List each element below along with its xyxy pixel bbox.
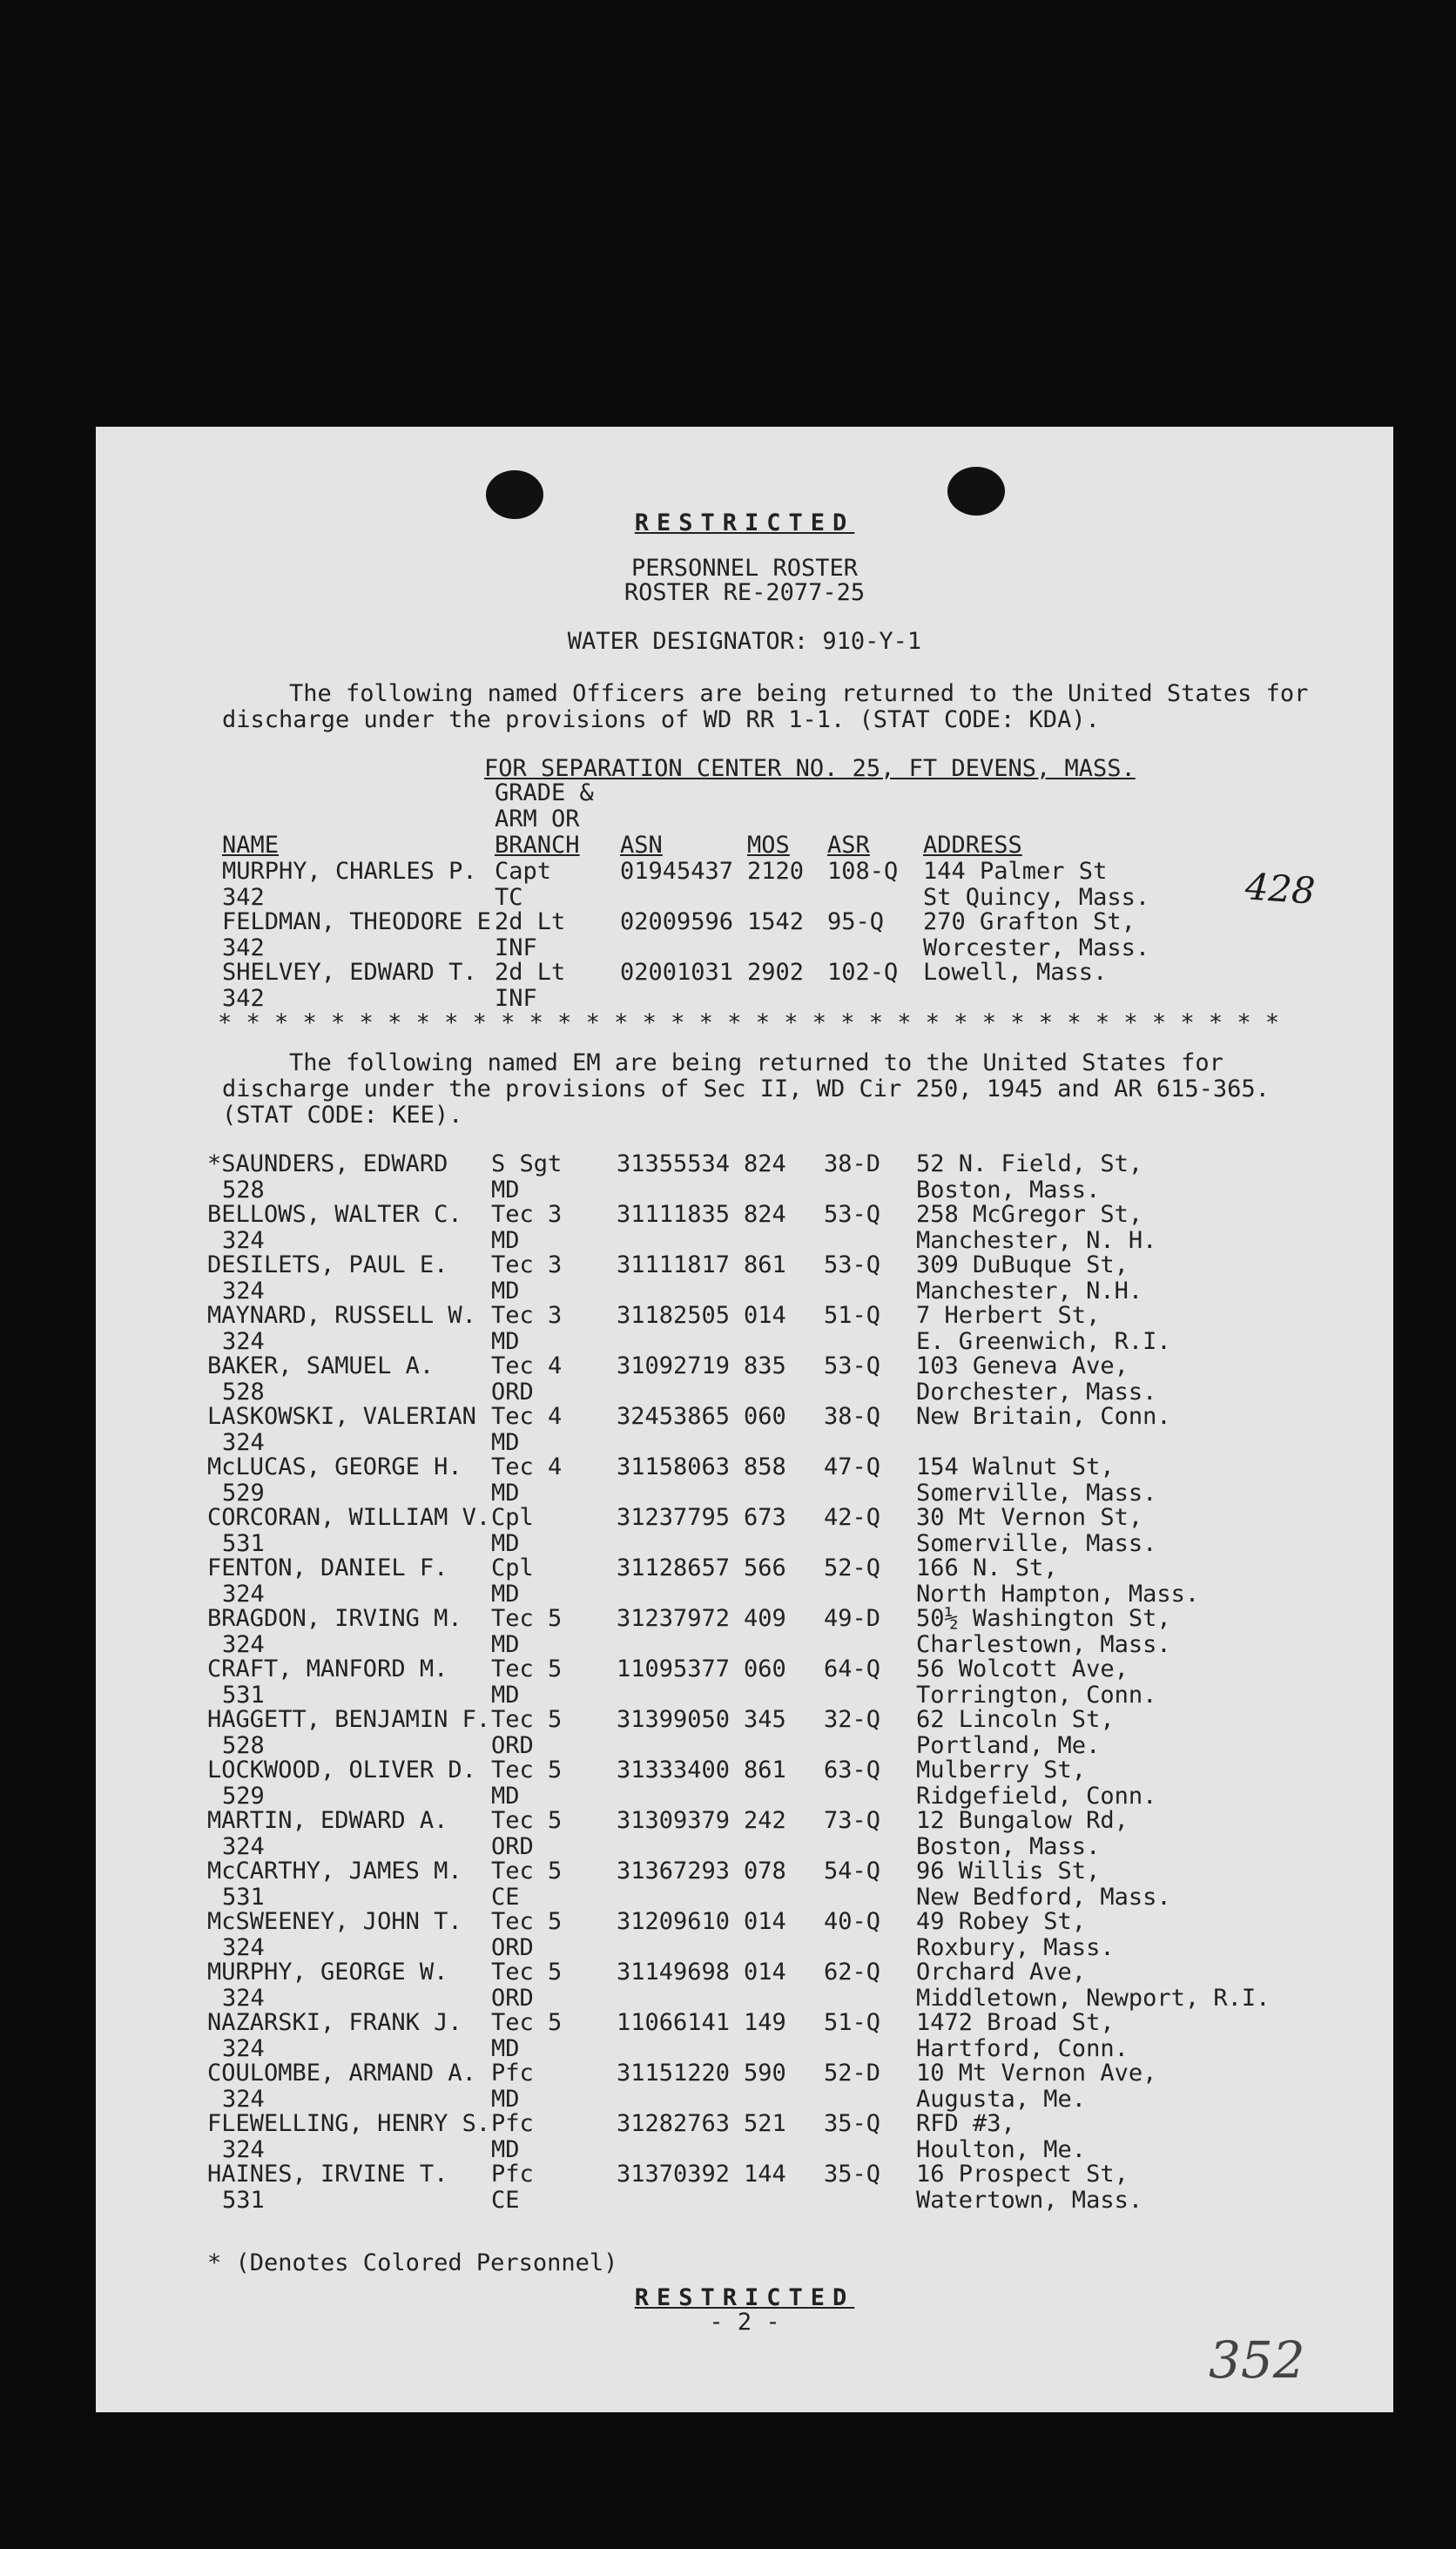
cell-asn: 31237795 xyxy=(617,1504,731,1531)
cell-code: 324 xyxy=(222,1227,265,1254)
cell-asr: 108-Q xyxy=(827,858,899,885)
cell-code: 324 xyxy=(222,1429,265,1456)
cell-asr: 38-D xyxy=(824,1150,881,1177)
cell-grade: Tec 5 xyxy=(491,1959,563,1986)
roster-row xyxy=(96,1555,1228,1606)
cell-addr1: 16 Prospect St, xyxy=(916,2161,1129,2188)
cell-branch: MD xyxy=(491,1429,520,1456)
cell-addr2: Somerville, Mass. xyxy=(916,1530,1157,1557)
cell-addr2: New Bedford, Mass. xyxy=(916,1884,1171,1911)
cell-mos: 824 xyxy=(744,1201,786,1228)
cell-addr1: RFD #3, xyxy=(916,2110,1015,2137)
page-number: - 2 - xyxy=(709,2309,780,2336)
roster-row xyxy=(96,1808,1228,1858)
cell-asn: 32453865 xyxy=(617,1403,731,1430)
cell-asr: 49-D xyxy=(824,1605,881,1632)
cell-mos: 566 xyxy=(744,1554,786,1581)
roster-row xyxy=(96,2111,1228,2161)
col-header-address: ADDRESS xyxy=(923,832,1022,859)
cell-name: LASKOWSKI, VALERIAN xyxy=(207,1403,476,1430)
cell-name: MURPHY, GEORGE W. xyxy=(207,1959,448,1986)
cell-mos: 861 xyxy=(744,1251,786,1278)
footnote: * (Denotes Colored Personnel) xyxy=(207,2249,618,2276)
roster-row xyxy=(96,1656,1228,1707)
cell-branch: MD xyxy=(491,1278,520,1305)
cell-grade: Tec 4 xyxy=(491,1403,563,1430)
cell-branch: ORD xyxy=(491,1732,534,1759)
roster-row xyxy=(96,1909,1228,1959)
cell-grade: Tec 3 xyxy=(491,1302,563,1329)
footer-classification: RESTRICTED xyxy=(634,2284,855,2311)
cell-asn: 31282763 xyxy=(617,2110,731,2137)
cell-grade: 2d Lt xyxy=(495,908,566,935)
cell-code: 531 xyxy=(222,2187,265,2214)
cell-name: MURPHY, CHARLES P. xyxy=(222,858,477,885)
cell-addr2: North Hampton, Mass. xyxy=(916,1581,1200,1608)
cell-code: 531 xyxy=(222,1530,265,1557)
cell-branch: ORD xyxy=(491,1833,534,1860)
separation-center: FOR SEPARATION CENTER NO. 25, FT DEVENS, MASS. xyxy=(484,755,1136,782)
roster-row xyxy=(96,1353,1228,1404)
cell-name: *SAUNDERS, EDWARD xyxy=(207,1150,448,1177)
cell-mos: 2902 xyxy=(747,959,805,986)
col-header-grade-3: BRANCH xyxy=(495,832,580,859)
cell-name: COULOMBE, ARMAND A. xyxy=(207,2060,476,2087)
cell-asr: 53-Q xyxy=(824,1352,881,1379)
cell-branch: MD xyxy=(491,1530,520,1557)
cell-name: FLEWELLING, HENRY S. xyxy=(207,2110,491,2137)
cell-code: 324 xyxy=(222,1833,265,1860)
roster-row xyxy=(96,1505,1228,1555)
cell-addr1: Orchard Ave, xyxy=(916,1959,1087,1986)
roster-row xyxy=(96,909,1228,960)
cell-mos: 521 xyxy=(744,2110,786,2137)
cell-addr1: 10 Mt Vernon Ave, xyxy=(916,2060,1157,2087)
cell-asn: 31111835 xyxy=(617,1201,731,1228)
cell-mos: 861 xyxy=(744,1757,786,1784)
cell-asr: 42-Q xyxy=(824,1504,881,1531)
cell-branch: TC xyxy=(495,884,523,911)
cell-code: 324 xyxy=(222,1328,265,1355)
cell-addr2: Manchester, N.H. xyxy=(916,1278,1143,1305)
roster-row xyxy=(96,1858,1228,1909)
cell-code: 528 xyxy=(222,1177,265,1204)
cell-asn: 31092719 xyxy=(617,1352,731,1379)
cell-branch: MD xyxy=(491,2086,520,2113)
cell-asn: 11095377 xyxy=(617,1656,731,1682)
cell-code: 528 xyxy=(222,1379,265,1406)
cell-asn: 31399050 xyxy=(617,1706,731,1733)
cell-code: 324 xyxy=(222,1985,265,2012)
cell-branch: MD xyxy=(491,1227,520,1254)
cell-asn: 31158063 xyxy=(617,1453,731,1480)
cell-mos: 590 xyxy=(744,2060,786,2087)
cell-asn: 31111817 xyxy=(617,1251,731,1278)
cell-asr: 54-Q xyxy=(824,1858,881,1885)
cell-code: 531 xyxy=(222,1884,265,1911)
cell-mos: 014 xyxy=(744,1959,786,1986)
cell-grade: Cpl xyxy=(491,1504,534,1531)
cell-grade: Pfc xyxy=(491,2060,534,2087)
cell-addr1: 166 N. St, xyxy=(916,1554,1058,1581)
cell-grade: Pfc xyxy=(491,2161,534,2188)
header-title: PERSONNEL ROSTER xyxy=(630,555,859,582)
cell-asn: 31309379 xyxy=(617,1807,731,1834)
cell-asn: 31149698 xyxy=(617,1959,731,1986)
cell-asn: 01945437 xyxy=(620,858,734,885)
col-header-asr: ASR xyxy=(827,832,870,859)
cell-branch: MD xyxy=(491,1631,520,1658)
cell-branch: MD xyxy=(491,2035,520,2062)
cell-addr1: 52 N. Field, St, xyxy=(916,1150,1143,1177)
cell-code: 324 xyxy=(222,2136,265,2163)
cell-addr1: 154 Walnut St, xyxy=(916,1453,1115,1480)
cell-code: 324 xyxy=(222,1934,265,1961)
cell-asr: 52-D xyxy=(824,2060,881,2087)
cell-addr2: Worcester, Mass. xyxy=(923,934,1150,961)
cell-grade: Tec 5 xyxy=(491,1605,563,1632)
cell-grade: Tec 4 xyxy=(491,1453,563,1480)
cell-name: McCARTHY, JAMES M. xyxy=(207,1858,462,1885)
col-header-mos: MOS xyxy=(747,832,790,859)
cell-asr: 102-Q xyxy=(827,959,899,986)
cell-asr: 35-Q xyxy=(824,2110,881,2137)
roster-row xyxy=(96,2010,1228,2060)
cell-name: DESILETS, PAUL E. xyxy=(207,1251,448,1278)
roster-row xyxy=(96,2060,1228,2111)
cell-grade: Tec 4 xyxy=(491,1352,563,1379)
cell-grade: Tec 5 xyxy=(491,1807,563,1834)
cell-asn: 31209610 xyxy=(617,1908,731,1935)
cell-branch: ORD xyxy=(491,1934,534,1961)
cell-addr1: 49 Robey St, xyxy=(916,1908,1087,1935)
cell-grade: Capt xyxy=(495,858,552,885)
roster-row xyxy=(96,1454,1228,1505)
cell-name: CORCORAN, WILLIAM V. xyxy=(207,1504,491,1531)
cell-addr1: 12 Bungalow Rd, xyxy=(916,1807,1129,1834)
roster-row xyxy=(96,1202,1228,1252)
cell-asr: 51-Q xyxy=(824,1302,881,1329)
cell-addr1: 30 Mt Vernon St, xyxy=(916,1504,1143,1531)
cell-name: McSWEENEY, JOHN T. xyxy=(207,1908,462,1935)
cell-branch: ORD xyxy=(491,1985,534,2012)
cell-branch: MD xyxy=(491,1480,520,1507)
cell-code: 324 xyxy=(222,1631,265,1658)
cell-branch: CE xyxy=(491,1884,520,1911)
cell-addr1: 62 Lincoln St, xyxy=(916,1706,1115,1733)
cell-addr2: Boston, Mass. xyxy=(916,1833,1101,1860)
header-classification: RESTRICTED xyxy=(634,509,855,536)
cell-asr: 62-Q xyxy=(824,1959,881,1986)
cell-asr: 64-Q xyxy=(824,1656,881,1682)
cell-asr: 53-Q xyxy=(824,1201,881,1228)
cell-asn: 02001031 xyxy=(620,959,734,986)
cell-branch: MD xyxy=(491,2136,520,2163)
cell-branch: ORD xyxy=(491,1379,534,1406)
cell-mos: 014 xyxy=(744,1908,786,1935)
cell-mos: 858 xyxy=(744,1453,786,1480)
cell-branch: CE xyxy=(491,2187,520,2214)
cell-asn: 31333400 xyxy=(617,1757,731,1784)
em-intro-line2: discharge under the provisions of Sec II, WD Cir 250, 1945 and AR 615-365. xyxy=(222,1076,1270,1103)
roster-row xyxy=(96,1252,1228,1303)
cell-code: 529 xyxy=(222,1480,265,1507)
cell-mos: 149 xyxy=(744,2009,786,2036)
cell-name: BAKER, SAMUEL A. xyxy=(207,1352,435,1379)
cell-asn: 31367293 xyxy=(617,1858,731,1885)
cell-code: 324 xyxy=(222,1581,265,1608)
cell-asn: 31370392 xyxy=(617,2161,731,2188)
cell-addr1: 1472 Broad St, xyxy=(916,2009,1115,2036)
cell-grade: Tec 5 xyxy=(491,1757,563,1784)
cell-addr2: Somerville, Mass. xyxy=(916,1480,1157,1507)
roster-row xyxy=(96,1757,1228,1808)
col-header-name: NAME xyxy=(222,832,280,859)
cell-mos: 060 xyxy=(744,1403,786,1430)
cell-addr1: New Britain, Conn. xyxy=(916,1403,1171,1430)
cell-branch: MD xyxy=(491,1581,520,1608)
cell-addr2: Roxbury, Mass. xyxy=(916,1934,1115,1961)
roster-row xyxy=(96,1606,1228,1656)
col-header-grade-2: ARM OR xyxy=(495,806,580,833)
cell-mos: 144 xyxy=(744,2161,786,2188)
handwritten-number-top: 428 xyxy=(1244,865,1317,913)
cell-grade: Tec 5 xyxy=(491,1656,563,1682)
roster-row xyxy=(96,1151,1228,1202)
cell-asn: 31237972 xyxy=(617,1605,731,1632)
cell-branch: INF xyxy=(495,985,537,1012)
cell-addr1: 144 Palmer St xyxy=(923,858,1108,885)
cell-addr2: Augusta, Me. xyxy=(916,2086,1087,2113)
cell-addr1: 258 McGregor St, xyxy=(916,1201,1143,1228)
cell-addr1: Lowell, Mass. xyxy=(923,959,1108,986)
cell-asr: 35-Q xyxy=(824,2161,881,2188)
roster-row xyxy=(96,1959,1271,2012)
cell-name: CRAFT, MANFORD M. xyxy=(207,1656,448,1682)
cell-asn: 31128657 xyxy=(617,1554,731,1581)
cell-branch: MD xyxy=(491,1682,520,1709)
cell-name: LOCKWOOD, OLIVER D. xyxy=(207,1757,476,1784)
cell-mos: 835 xyxy=(744,1352,786,1379)
cell-branch: MD xyxy=(491,1783,520,1810)
cell-addr2: Boston, Mass. xyxy=(916,1177,1101,1204)
cell-addr2: Charlestown, Mass. xyxy=(916,1631,1171,1658)
cell-mos: 1542 xyxy=(747,908,805,935)
cell-code: 324 xyxy=(222,2035,265,2062)
cell-name: SHELVEY, EDWARD T. xyxy=(222,959,477,986)
cell-addr1: 56 Wolcott Ave, xyxy=(916,1656,1129,1682)
cell-asr: 47-Q xyxy=(824,1453,881,1480)
em-intro-line1: The following named EM are being returned to the United States for xyxy=(289,1049,1223,1076)
cell-asr: 51-Q xyxy=(824,2009,881,2036)
cell-addr1: 309 DuBuque St, xyxy=(916,1251,1129,1278)
cell-mos: 014 xyxy=(744,1302,786,1329)
cell-branch: MD xyxy=(491,1177,520,1204)
cell-grade: Tec 5 xyxy=(491,1858,563,1885)
cell-code: 528 xyxy=(222,1732,265,1759)
cell-addr1: 103 Geneva Ave, xyxy=(916,1352,1129,1379)
document-page xyxy=(96,427,1393,2412)
cell-code: 529 xyxy=(222,1783,265,1810)
cell-name: FENTON, DANIEL F. xyxy=(207,1554,448,1581)
col-header-asn: ASN xyxy=(620,832,663,859)
cell-mos: 409 xyxy=(744,1605,786,1632)
cell-addr2: Dorchester, Mass. xyxy=(916,1379,1157,1406)
cell-addr2: Middletown, Newport, R.I. xyxy=(916,1985,1271,2012)
roster-row xyxy=(96,2161,1228,2212)
cell-addr1: 7 Herbert St, xyxy=(916,1302,1101,1329)
cell-grade: Tec 3 xyxy=(491,1251,563,1278)
cell-name: MARTIN, EDWARD A. xyxy=(207,1807,448,1834)
cell-addr2: Torrington, Conn. xyxy=(916,1682,1157,1709)
cell-grade: 2d Lt xyxy=(495,959,566,986)
cell-addr2: Hartford, Conn. xyxy=(916,2035,1129,2062)
cell-grade: S Sgt xyxy=(491,1150,563,1177)
cell-code: 342 xyxy=(222,884,265,911)
cell-name: FELDMAN, THEODORE E. xyxy=(222,908,506,935)
cell-name: McLUCAS, GEORGE H. xyxy=(207,1453,462,1480)
cell-asr: 32-Q xyxy=(824,1706,881,1733)
cell-asn: 31355534 xyxy=(617,1150,731,1177)
cell-asr: 38-Q xyxy=(824,1403,881,1430)
cell-grade: Tec 5 xyxy=(491,1908,563,1935)
cell-asn: 31151220 xyxy=(617,2060,731,2087)
roster-row xyxy=(96,960,1228,1010)
cell-mos: 060 xyxy=(744,1656,786,1682)
cell-grade: Tec 5 xyxy=(491,2009,563,2036)
cell-asn: 02009596 xyxy=(620,908,734,935)
cell-addr1: 270 Grafton St, xyxy=(923,908,1136,935)
cell-branch: INF xyxy=(495,934,537,961)
cell-code: 324 xyxy=(222,1278,265,1305)
cell-addr2: Ridgefield, Conn. xyxy=(916,1783,1157,1810)
officers-intro-line1: The following named Officers are being returned to the United States for xyxy=(289,680,1309,707)
em-intro-line3: (STAT CODE: KEE). xyxy=(222,1102,463,1129)
cell-code: 324 xyxy=(222,2086,265,2113)
cell-name: HAINES, IRVINE T. xyxy=(207,2161,448,2188)
cell-addr1: 50½ Washington St, xyxy=(916,1605,1171,1632)
roster-row xyxy=(96,859,1228,909)
separator-line: * * * * * * * * * * * * * * * * * * * * * * * * * * * * * * * * * * * * * * xyxy=(218,1009,1280,1036)
officers-intro-line2: discharge under the provisions of WD RR 1-1. (STAT CODE: KDA). xyxy=(222,706,1100,733)
cell-mos: 824 xyxy=(744,1150,786,1177)
cell-grade: Tec 3 xyxy=(491,1201,563,1228)
cell-asn: 11066141 xyxy=(617,2009,731,2036)
cell-name: MAYNARD, RUSSELL W. xyxy=(207,1302,476,1329)
cell-asr: 40-Q xyxy=(824,1908,881,1935)
handwritten-number-bottom: 352 xyxy=(1209,2330,1305,2390)
cell-grade: Cpl xyxy=(491,1554,534,1581)
cell-asn: 31182505 xyxy=(617,1302,731,1329)
cell-addr1: Mulberry St, xyxy=(916,1757,1087,1784)
cell-mos: 242 xyxy=(744,1807,786,1834)
cell-addr2: Watertown, Mass. xyxy=(916,2187,1143,2214)
cell-name: NAZARSKI, FRANK J. xyxy=(207,2009,462,2036)
cell-grade: Pfc xyxy=(491,2110,534,2137)
cell-mos: 345 xyxy=(744,1706,786,1733)
col-header-grade-1: GRADE & xyxy=(495,779,594,806)
cell-asr: 73-Q xyxy=(824,1807,881,1834)
cell-addr2: St Quincy, Mass. xyxy=(923,884,1150,911)
cell-code: 342 xyxy=(222,934,265,961)
cell-mos: 078 xyxy=(744,1858,786,1885)
cell-code: 531 xyxy=(222,1682,265,1709)
cell-grade: Tec 5 xyxy=(491,1706,563,1733)
cell-name: BRAGDON, IRVING M. xyxy=(207,1605,462,1632)
cell-name: HAGGETT, BENJAMIN F. xyxy=(207,1706,491,1733)
cell-asr: 95-Q xyxy=(827,908,885,935)
cell-asr: 52-Q xyxy=(824,1554,881,1581)
cell-addr2: E. Greenwich, R.I. xyxy=(916,1328,1171,1355)
punch-hole xyxy=(947,467,1005,516)
cell-code: 342 xyxy=(222,985,265,1012)
roster-number: ROSTER RE-2077-25 xyxy=(624,579,866,606)
cell-mos: 673 xyxy=(744,1504,786,1531)
roster-row xyxy=(96,1303,1228,1353)
cell-asr: 63-Q xyxy=(824,1757,881,1784)
cell-addr1: 96 Willis St, xyxy=(916,1858,1101,1885)
roster-row xyxy=(96,1404,1228,1454)
cell-branch: MD xyxy=(491,1328,520,1355)
roster-row xyxy=(96,1707,1228,1757)
water-designator: WATER DESIGNATOR: 910-Y-1 xyxy=(567,628,922,655)
cell-mos: 2120 xyxy=(747,858,805,885)
cell-addr2: Houlton, Me. xyxy=(916,2136,1087,2163)
cell-addr2: Manchester, N. H. xyxy=(916,1227,1157,1254)
cell-asr: 53-Q xyxy=(824,1251,881,1278)
cell-name: BELLOWS, WALTER C. xyxy=(207,1201,462,1228)
cell-addr2: Portland, Me. xyxy=(916,1732,1101,1759)
